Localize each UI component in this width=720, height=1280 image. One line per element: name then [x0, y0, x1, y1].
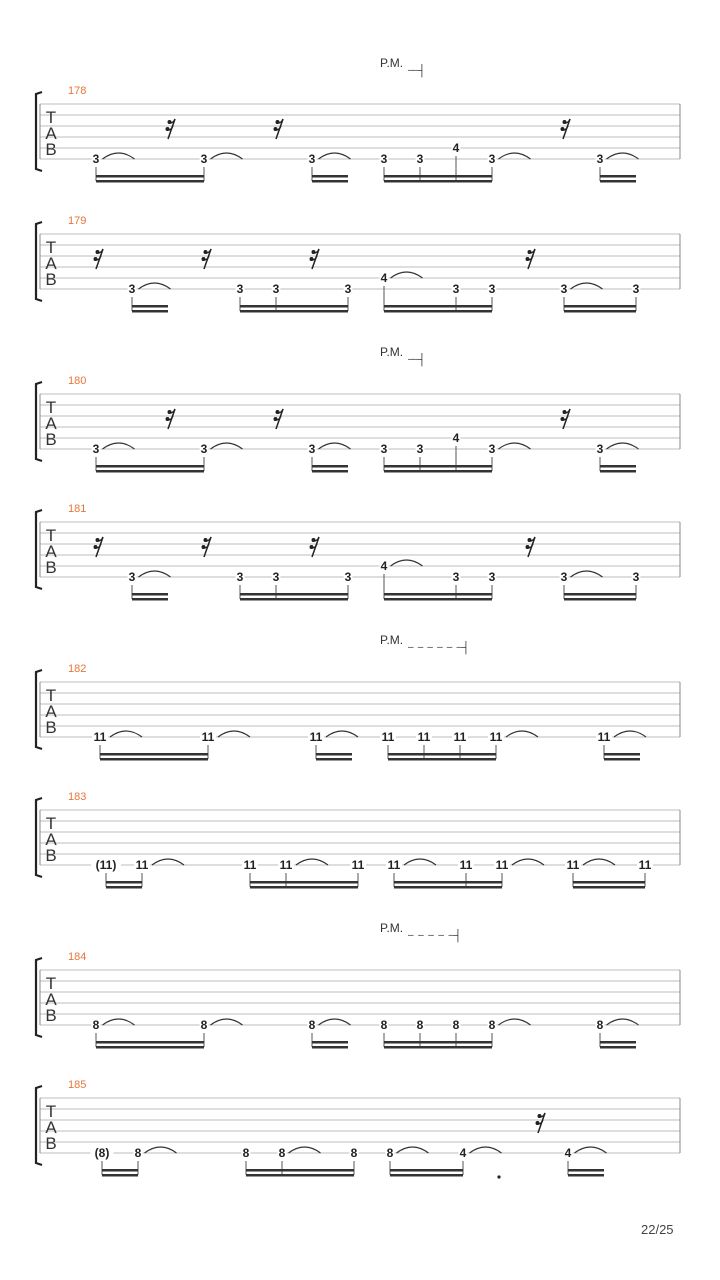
- beam: [384, 465, 492, 468]
- rest-dot: [526, 545, 530, 549]
- fret-number: 8: [488, 1018, 496, 1032]
- tab-clef-letter: T: [45, 814, 57, 833]
- tie-arc: [319, 153, 351, 159]
- sixteenth-rest: [166, 119, 176, 139]
- fret-number: 11: [638, 858, 652, 872]
- beam: [132, 598, 168, 601]
- tie-arc: [499, 1019, 531, 1025]
- fret-number: 3: [596, 442, 604, 456]
- tab-clef-letter: B: [45, 718, 57, 737]
- rest-dot: [528, 250, 532, 254]
- beam: [573, 886, 645, 889]
- fret-number: 3: [632, 282, 640, 296]
- fret-number: 3: [308, 152, 316, 166]
- fret-number: 11: [387, 858, 401, 872]
- palm-mute-dashes: – – – – –: [408, 930, 454, 941]
- tie-arc: [319, 443, 351, 449]
- fret-number: 3: [596, 152, 604, 166]
- beam: [132, 593, 168, 596]
- beam: [600, 1041, 636, 1044]
- measure-number: 181: [68, 503, 87, 515]
- rest-dot: [312, 538, 316, 542]
- fret-number: 8: [386, 1146, 394, 1160]
- sixteenth-rest: [526, 537, 536, 557]
- rest-dot: [204, 250, 208, 254]
- measure-number: 182: [68, 663, 87, 675]
- tie-arc: [607, 443, 639, 449]
- tie-arc: [152, 859, 184, 865]
- sixteenth-rest: [526, 249, 536, 269]
- rest-dot: [94, 257, 98, 261]
- tab-clef-letter: T: [45, 108, 57, 127]
- beam: [96, 180, 204, 183]
- tab-clef-letter: B: [45, 270, 57, 289]
- tie-arc: [583, 859, 615, 865]
- fret-number: 3: [92, 442, 100, 456]
- fret-number: 8: [134, 1146, 142, 1160]
- sixteenth-rest: [561, 119, 571, 139]
- beam: [96, 465, 204, 468]
- rest-dot: [166, 417, 170, 421]
- tie-arc: [571, 571, 603, 577]
- fret-number: 8: [308, 1018, 316, 1032]
- beam: [250, 886, 358, 889]
- tie-arc: [607, 153, 639, 159]
- palm-mute-label: P.M.: [380, 921, 404, 935]
- tie-arc: [404, 859, 436, 865]
- rest-dot: [561, 417, 565, 421]
- tab-system: [36, 633, 680, 761]
- rest-dot: [276, 410, 280, 414]
- tie-arc: [296, 859, 328, 865]
- fret-number: 3: [308, 442, 316, 456]
- tie-arc: [110, 731, 142, 737]
- beam: [96, 1041, 204, 1044]
- fret-number: 11: [495, 858, 509, 872]
- tab-clef-letter: T: [45, 1102, 57, 1121]
- beam: [316, 758, 352, 761]
- fret-number: 11: [597, 730, 611, 744]
- fret-number: 11: [309, 730, 323, 744]
- tab-clef-letter: A: [45, 542, 57, 561]
- fret-number: 11: [489, 730, 503, 744]
- tie-arc: [607, 1019, 639, 1025]
- beam: [604, 758, 640, 761]
- tie-arc: [326, 731, 358, 737]
- palm-mute-dashes: – –: [408, 354, 418, 365]
- beam: [388, 758, 496, 761]
- rest-dot: [276, 120, 280, 124]
- tie-arc: [103, 1019, 135, 1025]
- tab-system: [36, 1079, 680, 1179]
- tie-arc: [506, 731, 538, 737]
- beam: [100, 758, 208, 761]
- tie-arc: [499, 443, 531, 449]
- rest-dot: [168, 410, 172, 414]
- tab-clef-letter: T: [45, 398, 57, 417]
- rest-dot: [563, 120, 567, 124]
- fret-number: 11: [201, 730, 215, 744]
- fret-number: 3: [452, 570, 460, 584]
- fret-number: 11: [279, 858, 293, 872]
- tie-arc: [571, 283, 603, 289]
- sixteenth-rest: [536, 1113, 546, 1133]
- beam: [316, 753, 352, 756]
- fret-number: 8: [596, 1018, 604, 1032]
- beam: [102, 1169, 138, 1172]
- beam: [394, 886, 502, 889]
- beam: [600, 470, 636, 473]
- beam: [600, 180, 636, 183]
- beam: [600, 175, 636, 178]
- fret-number: 3: [488, 570, 496, 584]
- palm-mute-dashes: – – – – – –: [408, 642, 462, 653]
- rest-dot: [312, 250, 316, 254]
- tab-clef-letter: A: [45, 830, 57, 849]
- fret-number: 4: [380, 559, 388, 573]
- beam: [384, 598, 492, 601]
- beam: [96, 470, 204, 473]
- beam: [312, 175, 348, 178]
- tab-clef-letter: T: [45, 686, 57, 705]
- tab-clef-letter: A: [45, 1118, 57, 1137]
- beam: [573, 881, 645, 884]
- beam: [240, 598, 348, 601]
- fret-number: 3: [380, 442, 388, 456]
- beam: [384, 470, 492, 473]
- beam: [312, 470, 348, 473]
- beam: [384, 1046, 492, 1049]
- fret-number: 4: [452, 141, 460, 155]
- tab-clef-letter: B: [45, 1006, 57, 1025]
- fret-number: 8: [278, 1146, 286, 1160]
- rest-dot: [274, 417, 278, 421]
- beam: [246, 1169, 354, 1172]
- tie-arc: [614, 731, 646, 737]
- tab-clef-letter: A: [45, 990, 57, 1009]
- measure-number: 185: [68, 1079, 87, 1091]
- tie-arc: [103, 443, 135, 449]
- sixteenth-rest: [166, 409, 176, 429]
- fret-number: 3: [200, 442, 208, 456]
- tab-clef-letter: B: [45, 140, 57, 159]
- beam: [568, 1169, 604, 1172]
- beam: [106, 881, 142, 884]
- fret-number: 3: [416, 442, 424, 456]
- tie-arc: [211, 153, 243, 159]
- tab-clef-letter: T: [45, 238, 57, 257]
- sixteenth-rest: [310, 537, 320, 557]
- beam: [394, 881, 502, 884]
- fret-number: 11: [459, 858, 473, 872]
- palm-mute-label: P.M.: [380, 633, 404, 647]
- beam: [240, 593, 348, 596]
- rest-dot: [538, 1114, 542, 1118]
- fret-number: 11: [381, 730, 395, 744]
- measure-number: 180: [68, 375, 87, 387]
- rest-dot: [94, 545, 98, 549]
- tab-clef-letter: A: [45, 254, 57, 273]
- beam: [604, 753, 640, 756]
- tie-arc: [218, 731, 250, 737]
- rest-dot: [96, 538, 100, 542]
- tie-arc: [391, 560, 423, 566]
- sixteenth-rest: [274, 409, 284, 429]
- fret-number: 8: [350, 1146, 358, 1160]
- beam: [240, 305, 348, 308]
- sixteenth-rest: [202, 249, 212, 269]
- tab-system: [36, 503, 680, 601]
- beam: [600, 465, 636, 468]
- tab-clef-letter: B: [45, 1134, 57, 1153]
- rest-dot: [168, 120, 172, 124]
- beam: [312, 1046, 348, 1049]
- beam: [240, 310, 348, 313]
- fret-number: 3: [128, 570, 136, 584]
- beam: [246, 1174, 354, 1177]
- tab-clef-letter: A: [45, 124, 57, 143]
- fret-number: 4: [380, 271, 388, 285]
- tab-system: [36, 215, 680, 313]
- beam: [384, 180, 492, 183]
- tab-system: [36, 56, 680, 183]
- fret-number: 11: [566, 858, 580, 872]
- fret-number: 3: [272, 282, 280, 296]
- fret-number: 11: [417, 730, 431, 744]
- tie-arc: [397, 1147, 429, 1153]
- measure-number: 178: [68, 85, 87, 97]
- measure-number: 183: [68, 791, 87, 803]
- fret-number: 3: [200, 152, 208, 166]
- rest-dot: [204, 538, 208, 542]
- beam: [568, 1174, 604, 1177]
- fret-number: 11: [93, 730, 107, 744]
- fret-number: 8: [92, 1018, 100, 1032]
- rest-dot: [166, 127, 170, 131]
- beam: [106, 886, 142, 889]
- fret-number: 4: [564, 1146, 572, 1160]
- fret-number: 4: [459, 1146, 467, 1160]
- tab-system: [36, 791, 680, 889]
- fret-number: 8: [452, 1018, 460, 1032]
- tab-clef-letter: T: [45, 526, 57, 545]
- augmentation-dot: [497, 1175, 500, 1178]
- fret-number: 8: [242, 1146, 250, 1160]
- fret-number: 3: [236, 282, 244, 296]
- sixteenth-rest: [94, 537, 104, 557]
- tab-clef-letter: B: [45, 558, 57, 577]
- tie-arc: [139, 283, 171, 289]
- rest-dot: [310, 545, 314, 549]
- tie-arc: [470, 1147, 502, 1153]
- fret-number: 3: [128, 282, 136, 296]
- beam: [388, 753, 496, 756]
- tab-system: [36, 921, 680, 1049]
- tab-clef-letter: B: [45, 846, 57, 865]
- palm-mute-end: ┤: [418, 354, 426, 366]
- beam: [100, 753, 208, 756]
- fret-number: 3: [560, 282, 568, 296]
- tab-clef-letter: B: [45, 430, 57, 449]
- tab-system: [36, 345, 680, 473]
- beam: [384, 1041, 492, 1044]
- fret-number: 3: [452, 282, 460, 296]
- tie-arc: [289, 1147, 321, 1153]
- tie-arc: [139, 571, 171, 577]
- rest-dot: [536, 1121, 540, 1125]
- rest-dot: [561, 127, 565, 131]
- rest-dot: [563, 410, 567, 414]
- tie-arc: [512, 859, 544, 865]
- fret-number: 3: [380, 152, 388, 166]
- sixteenth-rest: [310, 249, 320, 269]
- beam: [564, 598, 636, 601]
- fret-number: 3: [416, 152, 424, 166]
- beam: [132, 305, 168, 308]
- fret-number: 3: [344, 282, 352, 296]
- beam: [384, 175, 492, 178]
- measure-number: 184: [68, 951, 87, 963]
- sixteenth-rest: [94, 249, 104, 269]
- beam: [384, 305, 492, 308]
- rest-dot: [526, 257, 530, 261]
- beam: [312, 1041, 348, 1044]
- fret-number: 3: [488, 282, 496, 296]
- tie-arc: [211, 1019, 243, 1025]
- page-number: 22/25: [641, 1222, 674, 1237]
- beam: [312, 465, 348, 468]
- fret-number: 3: [560, 570, 568, 584]
- tie-arc: [145, 1147, 177, 1153]
- palm-mute-label: P.M.: [380, 345, 404, 359]
- sixteenth-rest: [202, 537, 212, 557]
- fret-number: 3: [488, 442, 496, 456]
- fret-number: 8: [416, 1018, 424, 1032]
- tie-arc: [319, 1019, 351, 1025]
- beam: [564, 305, 636, 308]
- beam: [96, 1046, 204, 1049]
- measure-number: 179: [68, 215, 87, 227]
- beam: [96, 175, 204, 178]
- tab-clef-letter: A: [45, 702, 57, 721]
- palm-mute-end: ┤: [454, 930, 462, 942]
- beam: [102, 1174, 138, 1177]
- fret-number: 3: [236, 570, 244, 584]
- rest-dot: [310, 257, 314, 261]
- tie-arc: [103, 153, 135, 159]
- fret-number: 8: [200, 1018, 208, 1032]
- fret-number: 8: [380, 1018, 388, 1032]
- tie-arc: [211, 443, 243, 449]
- fret-number: 3: [272, 570, 280, 584]
- palm-mute-dashes: – –: [408, 65, 418, 76]
- fret-number: 3: [632, 570, 640, 584]
- sixteenth-rest: [561, 409, 571, 429]
- fret-number: 11: [453, 730, 467, 744]
- palm-mute-label: P.M.: [380, 56, 404, 70]
- tie-arc: [499, 153, 531, 159]
- fret-number: 3: [488, 152, 496, 166]
- tab-clef-letter: T: [45, 974, 57, 993]
- fret-number: 4: [452, 431, 460, 445]
- beam: [132, 310, 168, 313]
- rest-dot: [202, 257, 206, 261]
- rest-dot: [274, 127, 278, 131]
- beam: [384, 310, 492, 313]
- beam: [564, 593, 636, 596]
- fret-number: 3: [92, 152, 100, 166]
- palm-mute-end: ┤: [418, 65, 426, 77]
- palm-mute-end: ┤: [462, 642, 470, 654]
- beam: [390, 1169, 463, 1172]
- fret-number: 11: [135, 858, 149, 872]
- beam: [384, 593, 492, 596]
- rest-dot: [96, 250, 100, 254]
- beam: [600, 1046, 636, 1049]
- tie-arc: [575, 1147, 607, 1153]
- tie-arc: [391, 272, 423, 278]
- beam: [312, 180, 348, 183]
- beam: [564, 310, 636, 313]
- fret-number: 3: [344, 570, 352, 584]
- tab-clef-letter: A: [45, 414, 57, 433]
- rest-dot: [528, 538, 532, 542]
- beam: [250, 881, 358, 884]
- fret-number: (11): [95, 858, 117, 872]
- fret-number: 11: [243, 858, 257, 872]
- fret-number: 11: [351, 858, 365, 872]
- fret-number: (8): [94, 1146, 110, 1160]
- sixteenth-rest: [274, 119, 284, 139]
- beam: [390, 1174, 463, 1177]
- rest-dot: [202, 545, 206, 549]
